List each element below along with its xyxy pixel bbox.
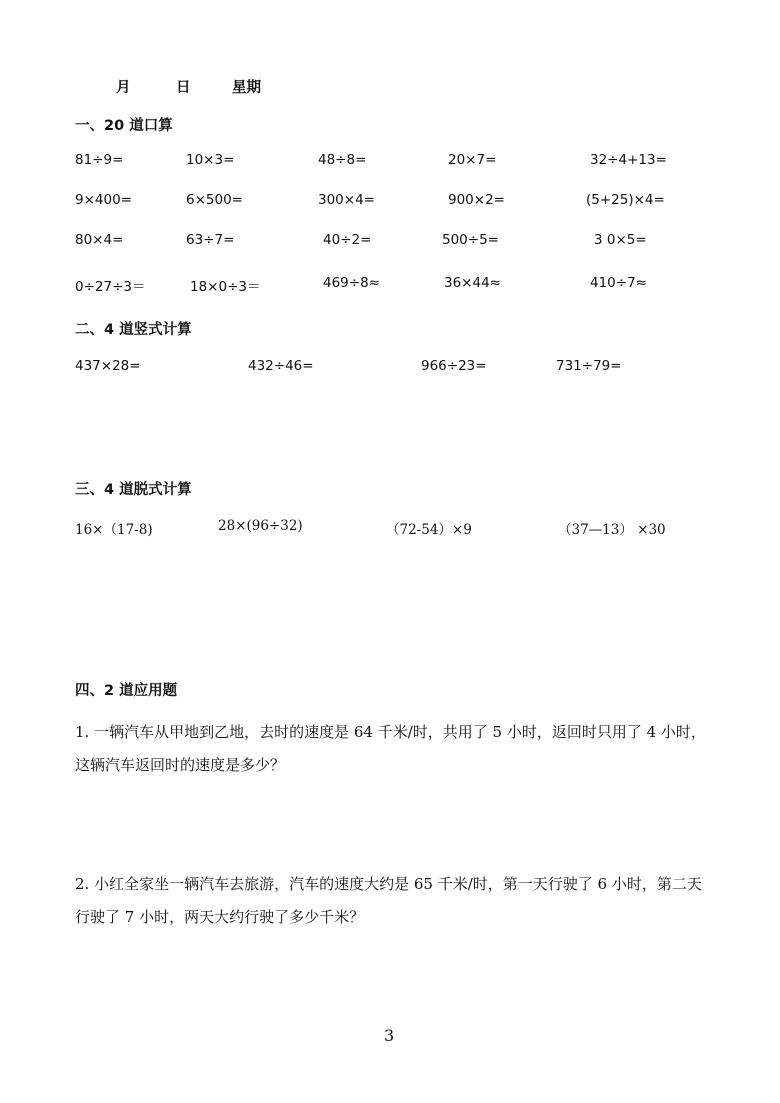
section-3-title: 三、4 道脱式计算 (75, 482, 192, 498)
vertical-problem: 432÷46= (248, 358, 314, 374)
vertical-problem: 731÷79= (556, 358, 622, 374)
header-month: 月 (116, 80, 131, 96)
stepwise-problem: 16×（17-8) (75, 522, 153, 538)
oral-problem: 32÷4+13= (590, 152, 667, 168)
section-2-title: 二、4 道竖式计算 (75, 322, 192, 338)
oral-problem: 40÷2= (323, 232, 372, 248)
word-problem-1: 1. 一辆汽车从甲地到乙地，去时的速度是 64 千米/时，共用了 5 小时，返回时只用了 4 小时，这辆汽车返回时的速度是多少？ (75, 723, 706, 774)
oral-problem: 6×500= (186, 192, 243, 208)
oral-problem: 36×44≈ (444, 275, 501, 291)
oral-problem: 900×2= (448, 192, 505, 208)
section-1-title: 一、20 道口算 (75, 118, 173, 134)
oral-problem: 0÷27÷3＝ (75, 279, 146, 295)
oral-problem: 410÷7≈ (590, 275, 647, 291)
oral-problem: 80×4= (75, 232, 124, 248)
vertical-problem: 966÷23= (421, 358, 487, 374)
stepwise-problem: （72-54）×9 (386, 522, 472, 538)
page-number: 3 (384, 1026, 395, 1045)
oral-problem: 469÷8≈ (323, 275, 380, 291)
oral-problem: 81÷9= (75, 152, 124, 168)
oral-problem: 9×400= (75, 192, 132, 208)
oral-problem: 300×4= (318, 192, 375, 208)
oral-problem: 18×0÷3＝ (190, 279, 261, 295)
header-day: 日 (176, 80, 191, 96)
header-weekday: 星期 (232, 80, 261, 96)
oral-problem: (5+25)×4= (586, 192, 665, 208)
stepwise-problem: 28×(96÷32) (218, 518, 303, 534)
section-4-title: 四、2 道应用题 (75, 683, 178, 699)
stepwise-problem: （37—13） ×30 (558, 522, 666, 538)
oral-problem: 63÷7= (186, 232, 235, 248)
oral-problem: 48÷8= (318, 152, 367, 168)
oral-problem: 3 0×5= (594, 232, 647, 248)
vertical-problem: 437×28= (75, 358, 141, 374)
oral-problem: 20×7= (448, 152, 497, 168)
word-problem-2: 2. 小红全家坐一辆汽车去旅游，汽车的速度大约是 65 千米/时，第一天行驶了 6 小时，第二天行驶了 7 小时，两天大约行驶了多少千米？ (75, 875, 702, 926)
oral-problem: 10×3= (186, 152, 235, 168)
oral-problem: 500÷5= (442, 232, 499, 248)
